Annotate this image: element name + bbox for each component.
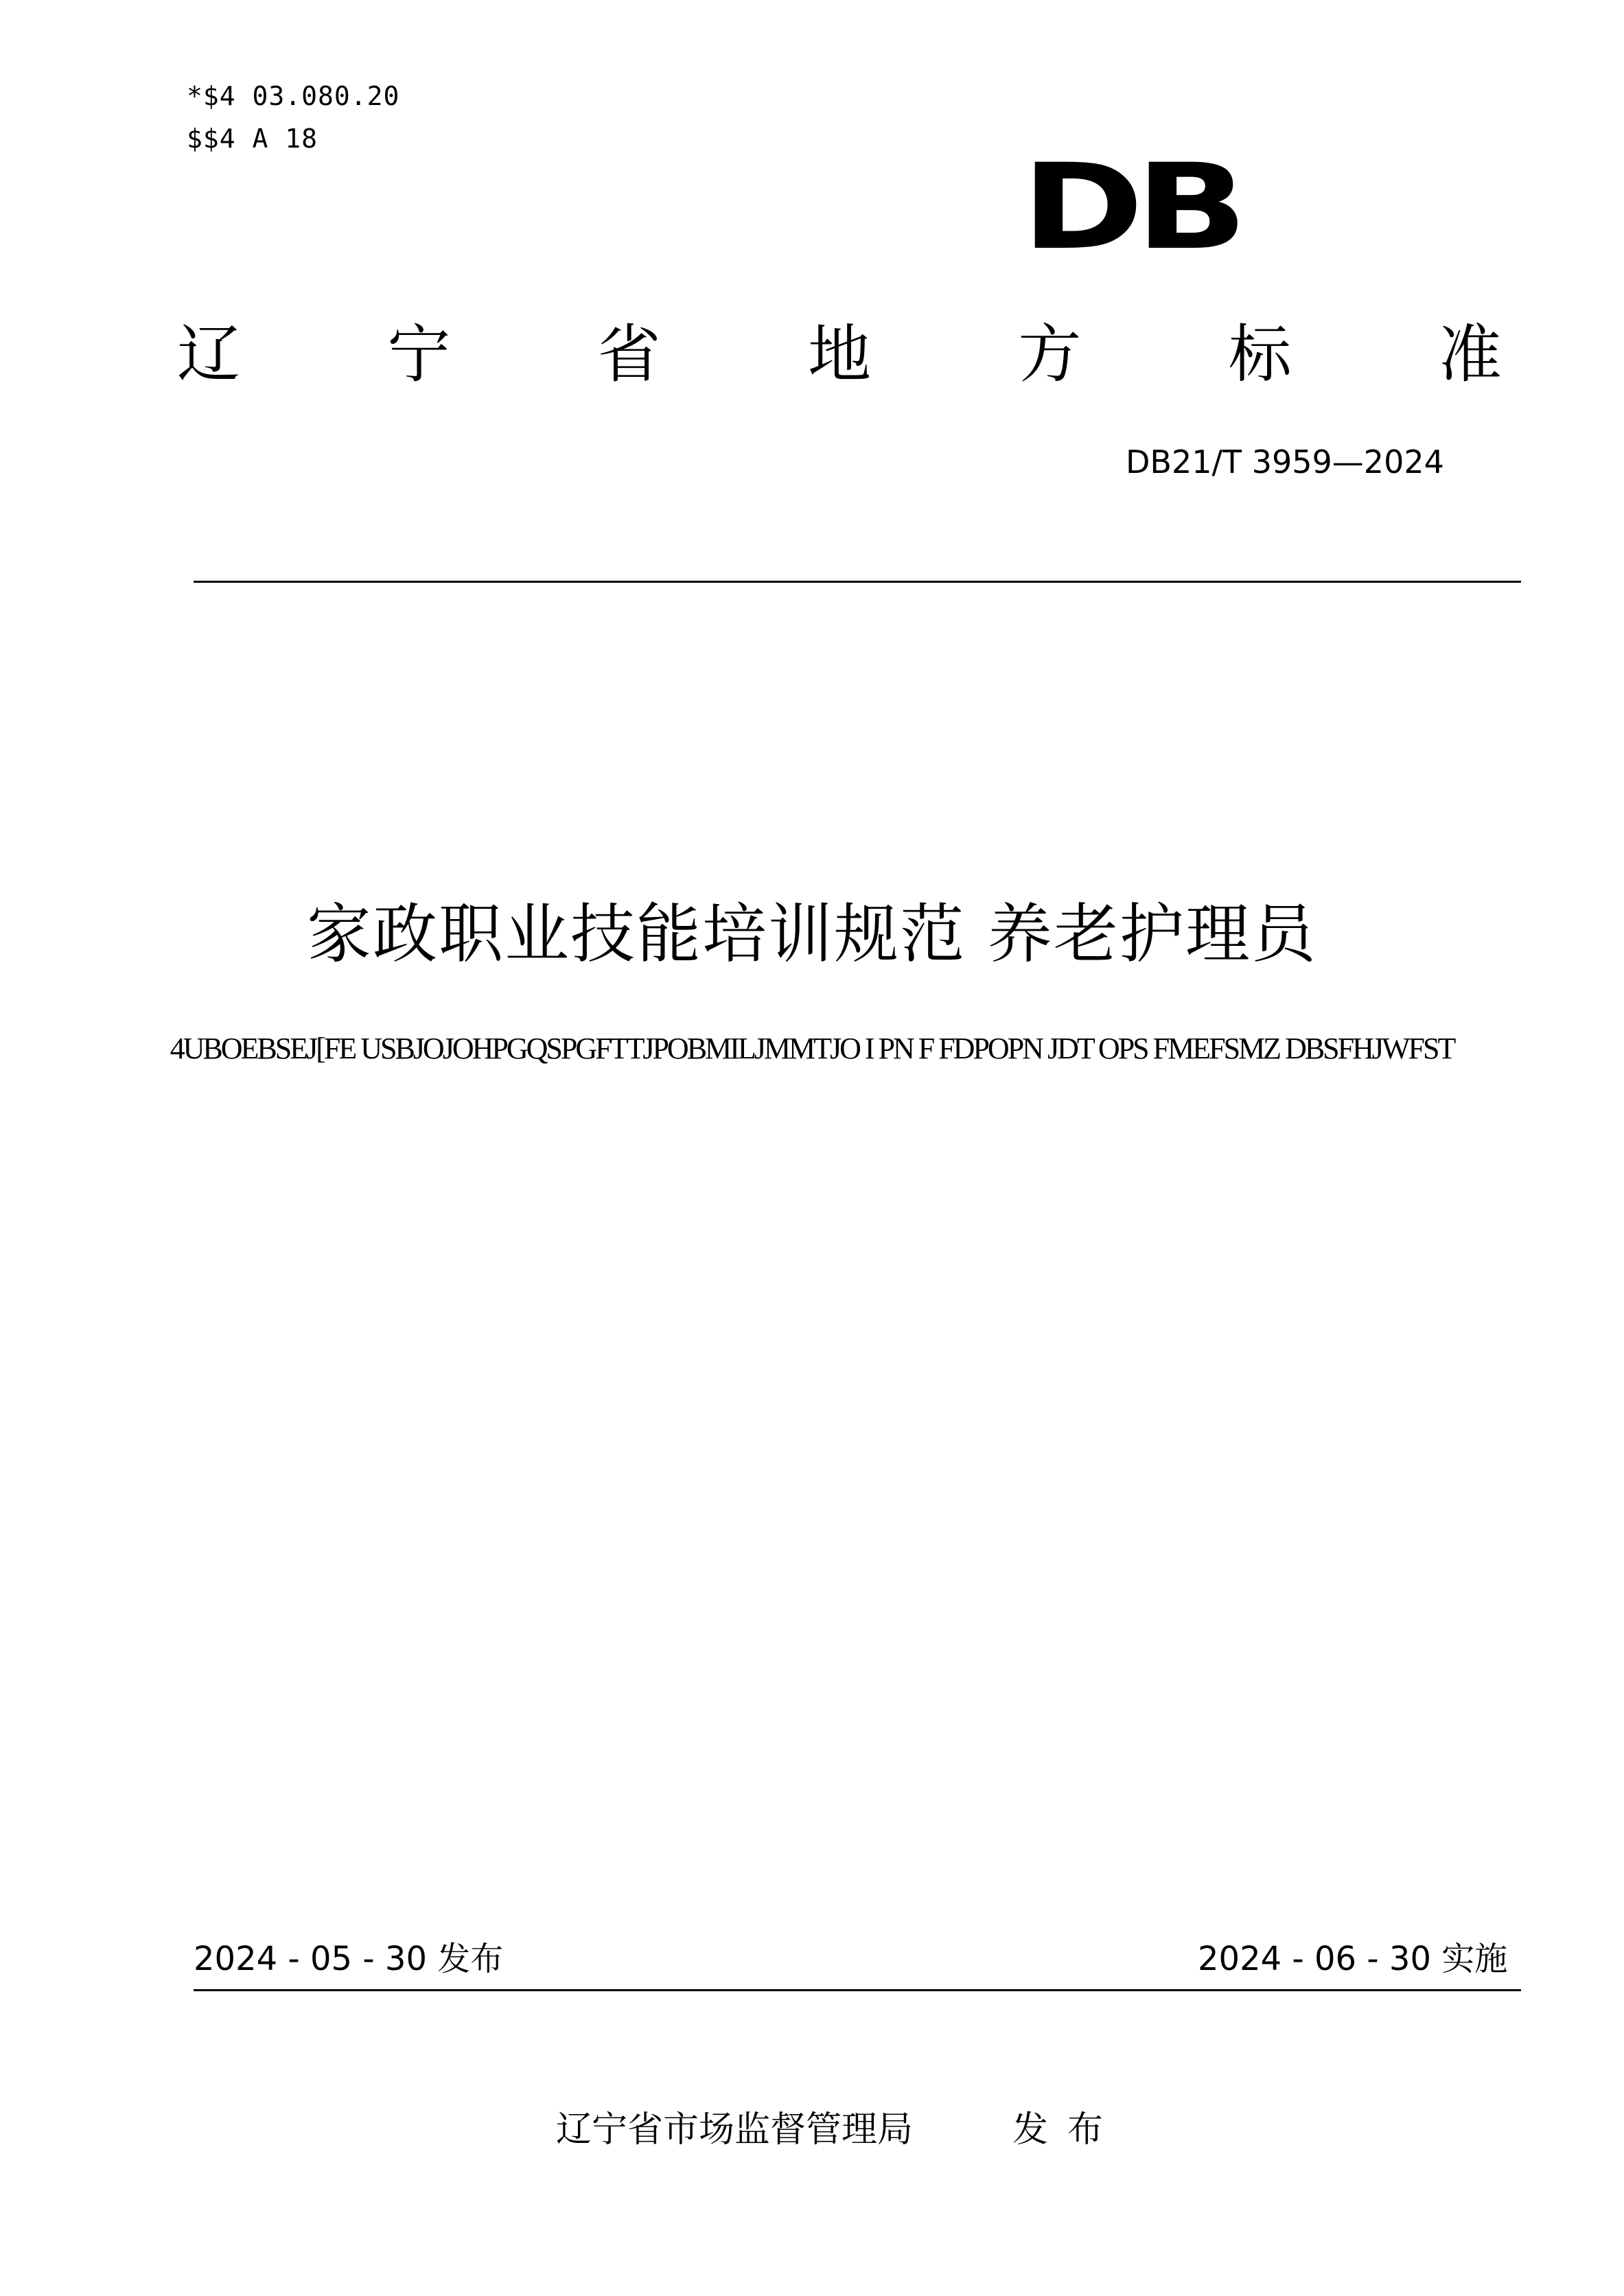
ccs-code: $$4 A 18 [187, 124, 318, 154]
standard-type-char: 辽 [177, 318, 241, 391]
standard-type-char: 准 [1438, 318, 1502, 391]
issue-label: 发布 [1012, 2109, 1123, 2150]
standard-type-char: 省 [597, 318, 661, 391]
top-divider [194, 581, 1521, 583]
ics-code: *$4 03.080.20 [187, 81, 400, 111]
bottom-divider [194, 1989, 1521, 1991]
db-logo: DB [1021, 138, 1240, 276]
standard-type-char: 方 [1018, 318, 1082, 391]
standard-type-char: 标 [1228, 318, 1292, 391]
standard-number: DB21/T 3959—2024 [1126, 443, 1444, 480]
document-title: 家政职业技能培训规范 养老护理员 [307, 897, 1317, 972]
standard-type-char: 地 [807, 318, 871, 391]
standard-type-heading [177, 317, 1502, 393]
implement-date: 2024 - 06 - 30 实施 [1198, 1940, 1508, 1978]
publish-date: 2024 - 05 - 30 发布 [194, 1940, 504, 1978]
issuing-authority: 辽宁省市场监督管理局 [556, 2109, 914, 2150]
standard-type-char: 宁 [387, 318, 451, 391]
document-english-title: 4UBOEBSEJ[FE USBJOJOHPGQSPGFTTJPOBMILJMMTJO I PN F FDPOPN JDT OPS FMEFSMZ DBSFHJWFST [170, 1032, 1454, 1065]
